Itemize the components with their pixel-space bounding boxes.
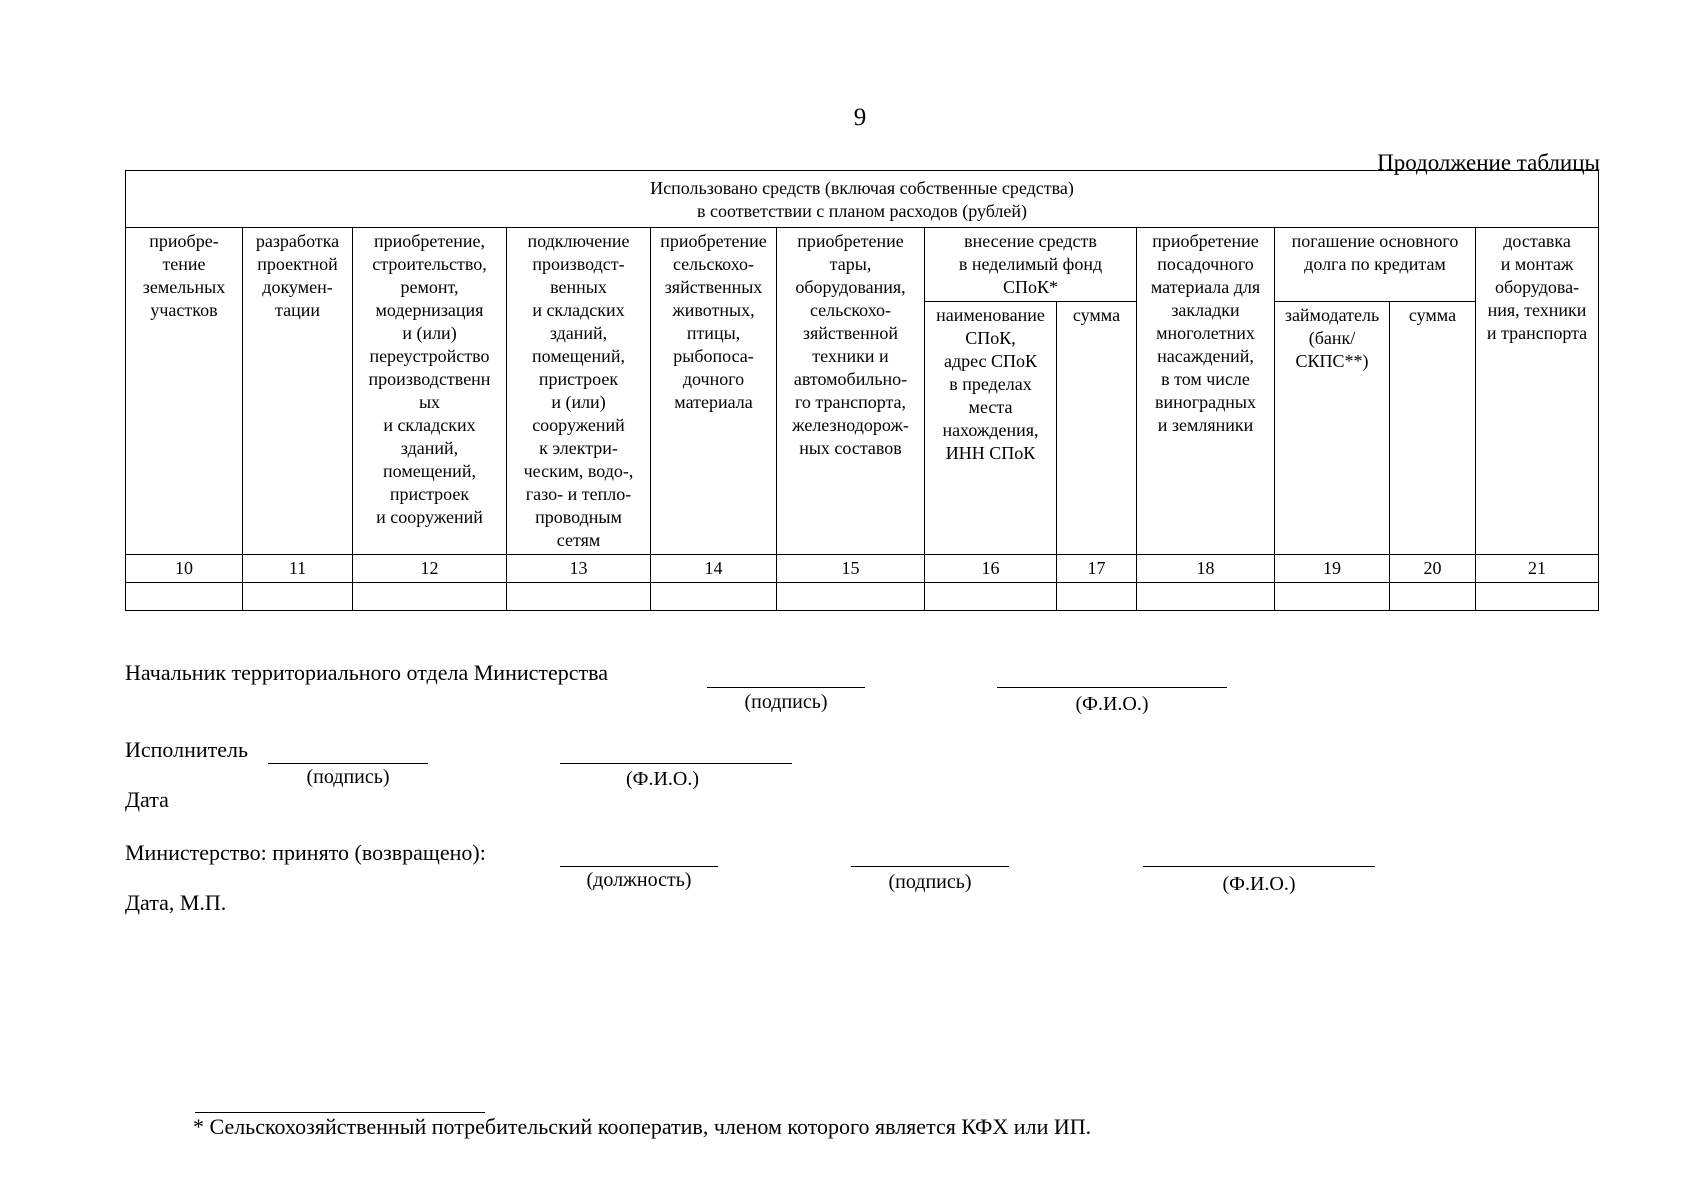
ministry-name-caption: (Ф.И.О.) [1222,873,1296,895]
head-signature-line[interactable] [707,687,865,688]
ministry-position-caption: (должность) [586,869,692,891]
head-signature-label: Начальник территориального отдела Министерства [125,660,609,685]
col-header-10: приобре- тение земельных участков [126,228,243,555]
executor-name-caption: (Ф.И.О.) [625,768,699,790]
col-number: 14 [651,555,777,583]
empty-cell[interactable] [777,583,925,611]
col-number: 10 [126,555,243,583]
col-number: 20 [1390,555,1476,583]
ministry-position-line[interactable] [560,866,718,867]
ministry-signature-line[interactable] [851,866,1009,867]
footnote-text: * Сельскохозяйственный потребительский кооператив, членом которого является КФХ или ИП. [193,1114,1092,1139]
col-header-14: приобретение сельскохо- зяйственных животных, птицы, рыбопоса- дочного материала [651,228,777,555]
head-signature-caption: (подпись) [744,691,828,713]
empty-cell[interactable] [1275,583,1390,611]
col-number: 18 [1137,555,1275,583]
head-name-line[interactable] [997,687,1227,688]
col-number: 16 [925,555,1057,583]
table-group-header: Использовано средств (включая собственные средства) в соответствии с планом расходов (рублей) [126,171,1599,228]
executor-label: Исполнитель [125,737,249,762]
col-header-11: разработка проектной докумен- тации [243,228,353,555]
empty-cell[interactable] [507,583,651,611]
empty-cell[interactable] [1137,583,1275,611]
col-number: 19 [1275,555,1390,583]
col-number: 15 [777,555,925,583]
empty-cell[interactable] [925,583,1057,611]
table-continuation-label: Продолжение таблицы [1377,150,1600,175]
col-number: 13 [507,555,651,583]
col-header-17: сумма [1057,302,1137,555]
page-number: 9 [853,104,867,131]
date-stamp-label: Дата, М.П. [125,890,227,915]
col-header-12: приобретение, строительство, ремонт, модернизация и (или) переустройство производственн ых и складских зданий, помещений, пристроек и сооружений [353,228,507,555]
empty-cell[interactable] [243,583,353,611]
executor-name-line[interactable] [560,763,792,764]
executor-signature-caption: (подпись) [306,766,390,788]
ministry-name-line[interactable] [1143,866,1375,867]
col-number: 11 [243,555,353,583]
col-number: 12 [353,555,507,583]
empty-cell[interactable] [126,583,243,611]
empty-cell[interactable] [1390,583,1476,611]
head-name-caption: (Ф.И.О.) [1075,693,1149,715]
executor-signature-line[interactable] [268,763,428,764]
col-number: 21 [1476,555,1599,583]
date-label: Дата [125,787,169,812]
col-header-13: подключение производст- венных и складских зданий, помещений, пристроек и (или) сооружений к электри- ческим, водо-, газо- и тепло- проводным сетям [507,228,651,555]
col-number: 17 [1057,555,1137,583]
empty-cell[interactable] [1057,583,1137,611]
expenses-table [125,170,1599,611]
col-group-header-19-20: погашение основного долга по кредитам [1275,228,1476,302]
col-header-18: приобретение посадочного материала для закладки многолетних насаждений, в том числе виноградных и земляники [1137,228,1275,555]
col-header-15: приобретение тары, оборудования, сельскохо- зяйственной техники и автомобильно- го транспорта, железнодорож- ных составов [777,228,925,555]
col-group-header-16-17: внесение средств в неделимый фонд СПоК* [925,228,1137,302]
empty-cell[interactable] [1476,583,1599,611]
footnote-separator [195,1112,485,1113]
col-header-21: доставка и монтаж оборудова- ния, техники и транспорта [1476,228,1599,555]
ministry-label: Министерство: принято (возвращено): [125,840,486,865]
col-header-16: наименование СПоК, адрес СПоК в пределах места нахождения, ИНН СПоК [925,302,1057,555]
col-header-20: сумма [1390,302,1476,555]
ministry-signature-caption: (подпись) [888,871,972,893]
empty-cell[interactable] [651,583,777,611]
col-header-19: займодатель (банк/ СКПС**) [1275,302,1390,555]
empty-cell[interactable] [353,583,507,611]
